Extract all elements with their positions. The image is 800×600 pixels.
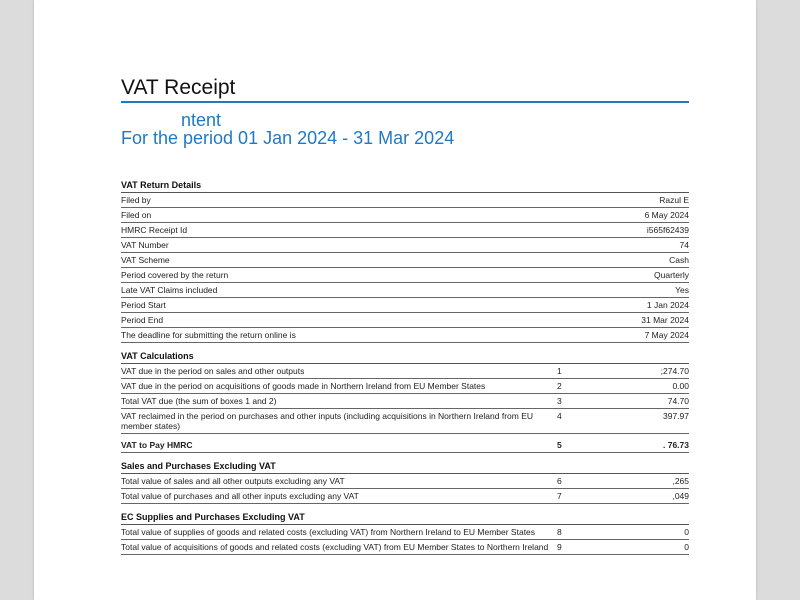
- table-row: [121, 193, 689, 208]
- table-row: [121, 394, 689, 409]
- table-row: [121, 238, 689, 253]
- table-row: [121, 298, 689, 313]
- vat-receipt-table: [121, 178, 689, 555]
- row-label: Period covered by the return: [121, 270, 229, 280]
- document-page: [34, 0, 756, 600]
- row-value: Quarterly: [654, 270, 689, 280]
- row-label: HMRC Receipt Id: [121, 225, 188, 235]
- table-row: [121, 328, 689, 343]
- row-value: Yes: [675, 285, 689, 295]
- document-period-line: For the period 01 Jan 2024 - 31 Mar 2024: [121, 128, 455, 148]
- row-label: VAT Scheme: [121, 255, 170, 265]
- vat-calculation-rows: [121, 364, 689, 434]
- table-row: [121, 489, 689, 504]
- table-row: [121, 364, 689, 379]
- row-value: 7 May 2024: [644, 330, 689, 340]
- sales-purchases-rows: [121, 474, 689, 504]
- table-row: [121, 208, 689, 223]
- row-value: 0: [684, 527, 689, 537]
- table-row: [121, 540, 689, 555]
- table-row: [121, 474, 689, 489]
- section-heading-return-details: VAT Return Details: [121, 178, 689, 193]
- table-row: [121, 313, 689, 328]
- row-value: 31 Mar 2024: [641, 315, 689, 325]
- row-value: ;274.70: [660, 366, 689, 376]
- box-number: 8: [557, 527, 562, 537]
- row-value: 74.70: [667, 396, 689, 406]
- row-label: Total value of purchases and all other inputs excluding any VAT: [121, 491, 359, 501]
- row-label: Late VAT Claims included: [121, 285, 218, 295]
- box-number: 9: [557, 542, 562, 552]
- row-label: VAT Number: [121, 240, 169, 250]
- table-row: [121, 283, 689, 298]
- row-value: ,265: [672, 476, 689, 486]
- row-value: 397.97: [663, 411, 689, 421]
- row-label: VAT due in the period on acquisitions of goods made in Northern Ireland from EU Member States: [121, 381, 486, 391]
- return-details-rows: [121, 193, 689, 343]
- table-row: [121, 379, 689, 394]
- box-number: 4: [557, 411, 562, 421]
- row-label: Filed on: [121, 210, 152, 220]
- row-label: Total value of acquisitions of goods and related costs (excluding VAT) from EU Member States to Northern Ireland: [121, 542, 549, 552]
- row-value: 6 May 2024: [644, 210, 689, 220]
- document-subtitle-line1: ntent: [181, 110, 222, 130]
- table-row: [121, 223, 689, 238]
- row-label: Total value of supplies of goods and related costs (excluding VAT) from Northern Ireland to EU Member States: [121, 527, 536, 537]
- row-value: Razul E: [659, 195, 689, 205]
- row-label: Period Start: [121, 300, 166, 310]
- row-label: VAT due in the period on sales and other outputs: [121, 366, 305, 376]
- row-label: VAT reclaimed in the period on purchases and other inputs (including acquisitions in Northern Ireland from EU member states): [121, 411, 533, 431]
- row-label: VAT to Pay HMRC: [121, 440, 193, 450]
- ec-supplies-rows: [121, 525, 689, 555]
- table-row: [121, 409, 689, 434]
- row-label: The deadline for submitting the return online is: [121, 330, 296, 340]
- section-heading-vat-calculations: VAT Calculations: [121, 349, 689, 364]
- box-number: 1: [557, 366, 562, 376]
- row-value: . 76.73: [663, 440, 689, 450]
- section-heading-ec-supplies: EC Supplies and Purchases Excluding VAT: [121, 510, 689, 525]
- row-value: 74: [679, 240, 689, 250]
- row-value: 0.00: [672, 381, 689, 391]
- row-label: Total VAT due (the sum of boxes 1 and 2): [121, 396, 277, 406]
- row-value: 1 Jan 2024: [646, 300, 689, 310]
- row-label: Total value of sales and all other outputs excluding any VAT: [121, 476, 345, 486]
- row-value: ,049: [672, 491, 689, 501]
- box-number: 6: [557, 476, 562, 486]
- row-value: Cash: [669, 255, 689, 265]
- box-number: 5: [557, 440, 562, 450]
- box-number: 3: [557, 396, 562, 406]
- box-number: 7: [557, 491, 562, 501]
- row-value: i565f62439: [646, 225, 689, 235]
- row-label: Filed by: [121, 195, 151, 205]
- table-row: [121, 268, 689, 283]
- table-row: [121, 525, 689, 540]
- document-title: VAT Receipt: [121, 76, 689, 103]
- table-row: [121, 253, 689, 268]
- box-number: 2: [557, 381, 562, 391]
- section-heading-sales-purchases: Sales and Purchases Excluding VAT: [121, 459, 689, 474]
- row-label: Period End: [121, 315, 164, 325]
- row-value: 0: [684, 542, 689, 552]
- vat-to-pay-row: [121, 438, 689, 453]
